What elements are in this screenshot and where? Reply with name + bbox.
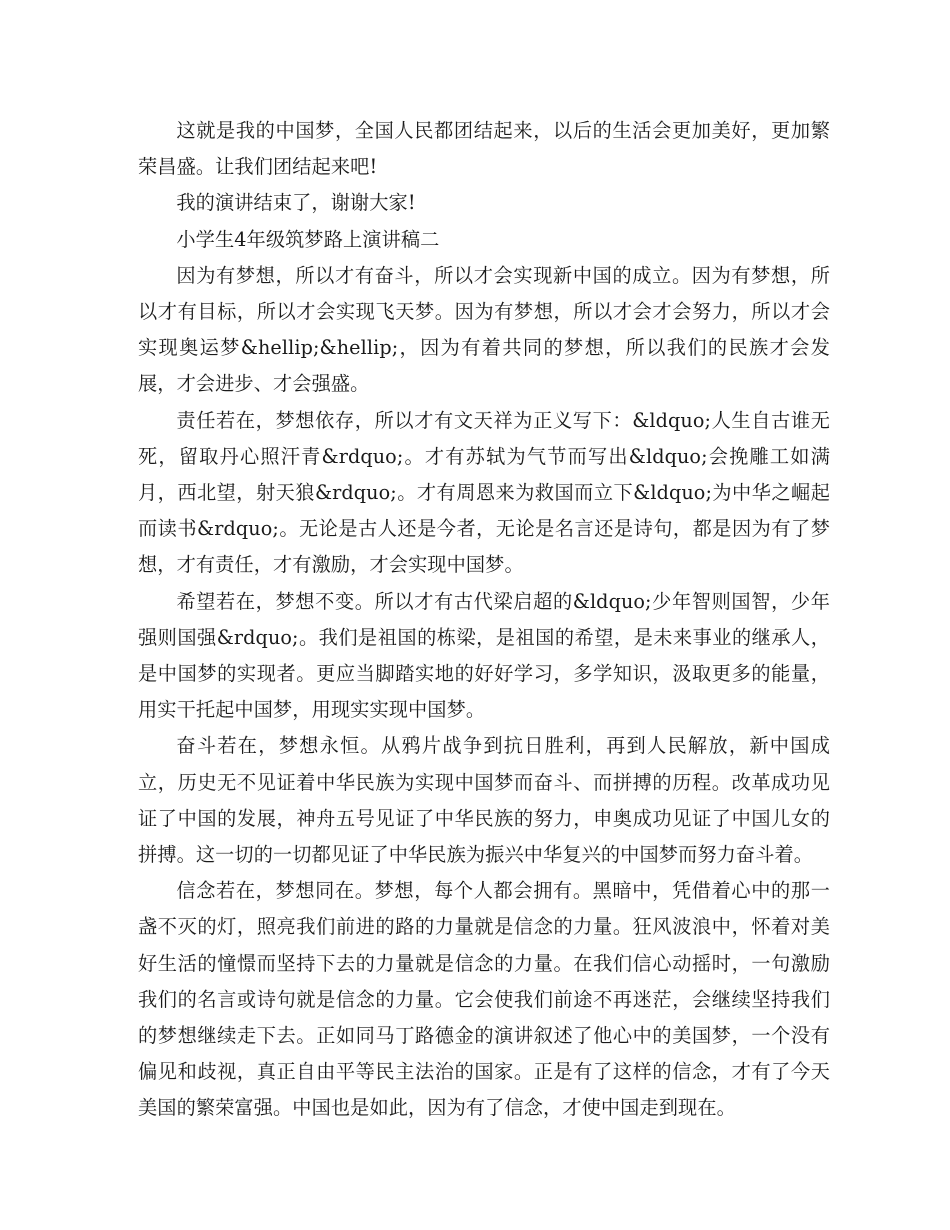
paragraph-belief: 信念若在，梦想同在。梦想，每个人都会拥有。黑暗中，凭借着心中的那一盏不灭的灯，照亮我们前进的路的力量就是信念的力量。狂风波浪中，怀着对美好生活的憧憬而坚持下去的力量就是信念的力量。在我们信心动摇时，一句激励我们的名言或诗句就是信念的力量。它会使我们前途不再迷茫，会继续坚持我们的梦想继续走下去。正如同马丁路德金的演讲叙述了他心中的美国梦，一个没有偏见和歧视，真正自由平等民主法治的国家。正是有了这样的信念，才有了今天美国的繁荣富强。中国也是如此，因为有了信念，才使中国走到现在。 bbox=[138, 879, 830, 1120]
paragraph-struggle: 奋斗若在，梦想永恒。从鸦片战争到抗日胜利，再到人民解放，新中国成立，历史无不见证着中华民族为实现中国梦而奋斗、而拼搏的历程。改革成功见证了中国的发展，神舟五号见证了中华民族的努力，申奥成功见证了中国儿女的拼搏。这一切的一切都见证了中华民族为振兴中华复兴的中国梦而努力奋斗着。 bbox=[138, 734, 830, 867]
paragraph-responsibility: 责任若在，梦想依存，所以才有文天祥为正义写下：&ldquo;人生自古谁无死，留取丹心照汗青&rdquo;。才有苏轼为气节而写出&ldquo;会挽雕工如满月，西北望，射天狼&rdquo;。才有周恩来为救国而立下&ldquo;为中华之崛起而读书&rdquo;。无论是古人还是今者，无论是名言还是诗句，都是因为有了梦想，才有责任，才有激励，才会实现中国梦。 bbox=[138, 408, 830, 577]
paragraph-closing-dream: 这就是我的中国梦，全国人民都团结起来，以后的生活会更加美好，更加繁荣昌盛。让我们团结起来吧! bbox=[138, 119, 830, 179]
paragraph-because-of-dreams: 因为有梦想，所以才有奋斗，所以才会实现新中国的成立。因为有梦想，所以才有目标，所以才会实现飞天梦。因为有梦想，所以才会才会努力，所以才会实现奥运梦&hellip;&hellip;，因为有着共同的梦想，所以我们的民族才会发展，才会进步、才会强盛。 bbox=[138, 263, 830, 396]
section-title: 小学生4年级筑梦路上演讲稿二 bbox=[176, 227, 440, 251]
document-body bbox=[138, 113, 830, 1127]
paragraph-hope: 希望若在，梦想不变。所以才有古代梁启超的&ldquo;少年智则国智，少年强则国强&rdquo;。我们是祖国的栋梁，是祖国的希望，是未来事业的继承人，是中国梦的实现者。更应当脚踏实地的好好学习，多学知识，汲取更多的能量，用实干托起中国梦，用现实实现中国梦。 bbox=[138, 589, 830, 722]
paragraph-speech-end: 我的演讲结束了，谢谢大家! bbox=[176, 191, 416, 215]
